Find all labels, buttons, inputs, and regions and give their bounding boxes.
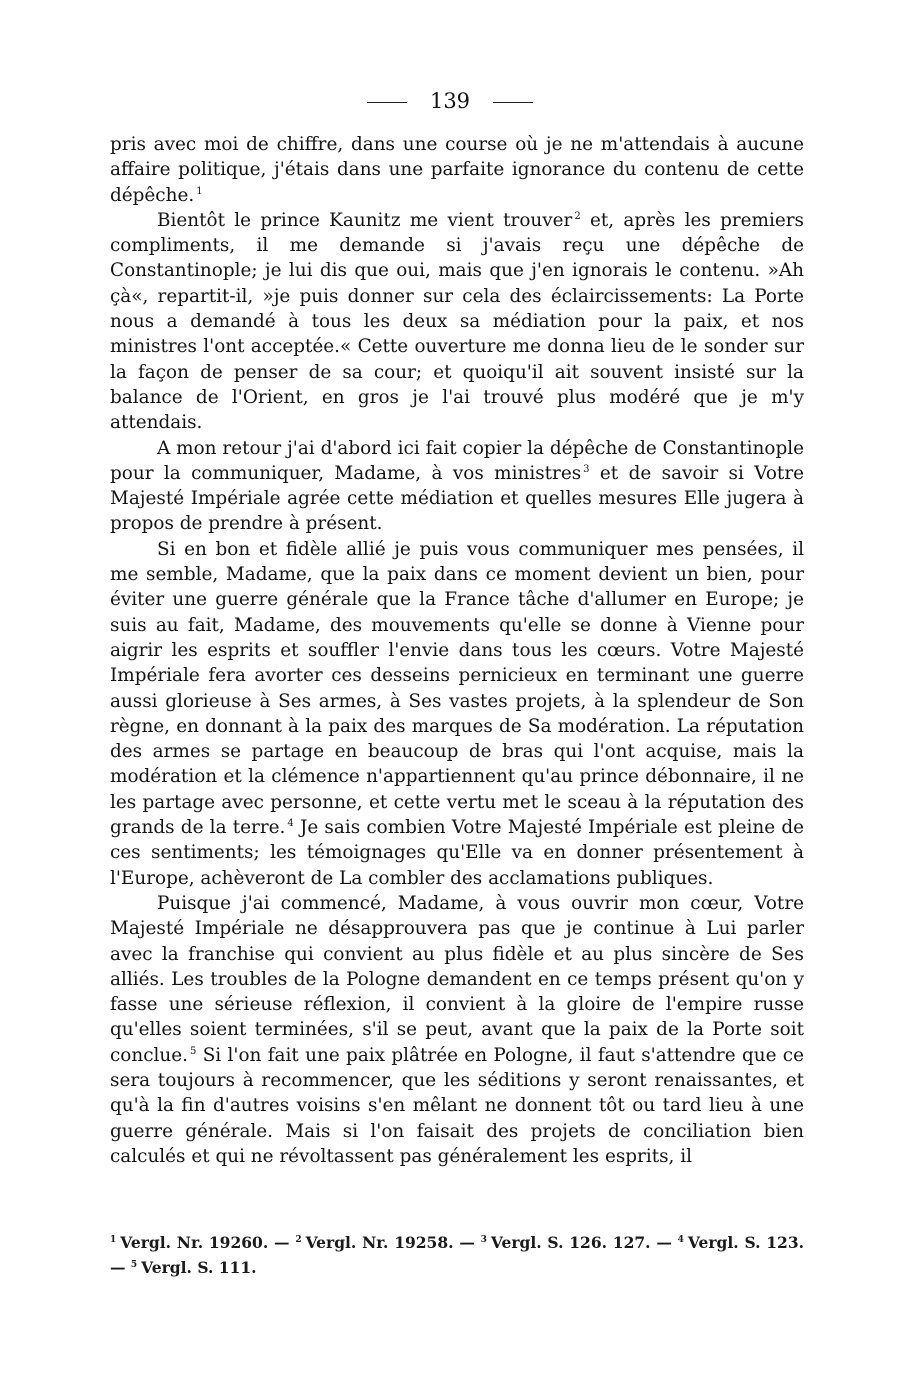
footnote-number: 2 [295,1235,302,1245]
footnote-separator: — [274,1233,290,1252]
footnote-ref: 4 [287,818,294,830]
footnote-separator: — [656,1233,672,1252]
paragraph [110,436,804,537]
footnote-number: 3 [480,1235,487,1245]
paragraph [110,891,804,1169]
footnote-text: Vergl. S. 126. 127. [490,1233,651,1252]
paragraph [110,537,804,891]
paragraph-text: Je sais combien Votre Majesté Impériale est pleine de ces sentiments; les témoignages qu'Elle va en donner présentement à l'Europe, achèveront de La combler des acclamations publiques. [110,817,804,889]
footnote-ref: 5 [189,1045,197,1057]
footnote-ref: 3 [583,463,590,475]
page-header [0,86,900,116]
footnote-number: 1 [110,1235,117,1245]
body-text [110,132,804,1169]
paragraph-text: Puisque j'ai commencé, Madame, à vous ouvrir mon cœur, Votre Majesté Impériale ne désapprouvera pas que je continue à Lui parler avec la franchise qui convient au plus fidèle et au plus sincère de Ses alliés. Les troubles de la Pologne demandent en ce temps présent qu'on y fasse une sérieuse réflexion, il convient à la gloire de l'empire russe qu'elles soient terminées, s'il se peut, avant que la paix de la Porte soit conclue. [110,892,804,1066]
paragraph-text: et, après les premiers compliments, il me demande si j'avais reçu une dépêche de Constantinople; je lui dis que oui, mais que j'en ignorais le contenu. »Ah çà«, repartit-il, »je puis donner sur cela des éclaircissements: La Porte nous a demandé à tous les deux sa médiation pour la paix, et nos ministres l'ont acceptée.« Cette ouverture me donna lieu de le sonder sur la façon de penser de sa cour; et quoiqu'il ait souvent insisté sur la balance de l'Orient, en gros je l'ai trouvé plus modéré que je m'y attendais. [110,209,804,434]
paragraph [110,132,804,208]
footnote-number: 4 [677,1235,684,1245]
paragraph-text: et de savoir si Votre Majesté Impériale agrée cette médiation et quelles mesures Elle jugera à propos de prendre à présent. [110,462,804,535]
footnote-text: Vergl. Nr. 19258. [305,1233,454,1252]
footnote-ref: 1 [196,185,203,197]
footnote-separator: — [459,1233,475,1252]
header-rule-left [367,102,407,103]
page-number: 139 [429,89,471,113]
header-rule-right [493,102,533,103]
paragraph [110,208,804,436]
paragraph-text: Bientôt le prince Kaunitz me vient trouver [157,209,573,231]
footnote-text: Vergl. S. 123. [687,1233,805,1252]
footnote-ref: 2 [574,210,581,222]
paragraph-text: Si en bon et fidèle allié je puis vous communiquer mes pensées, il me semble, Madame, que la paix dans ce moment devient un bien, pour éviter une guerre générale que la France tâche d'allumer en Europe; je suis au fait, Madame, des mouvements qu'elle se donne à Vienne pour aigrir les esprits et souffler l'envie dans tous les cœurs. Votre Majesté Impériale fera avorter ces desseins pernicieux en terminant une guerre aussi glorieuse à Ses armes, à Ses vastes projets, à la splendeur de Son règne, en donnant à la paix des marques de Sa modération. La réputation des armes se partage en beaucoup de bras qui l'ont acquise, mais la modération et la clémence n'appartiennent qu'au prince débonnaire, il ne les partage avec personne, et cette vertu met le sceau à la réputation des grands de la terre. [110,538,804,839]
footnote-text: Vergl. Nr. 19260. [120,1233,269,1252]
footnote-separator: — [110,1258,126,1277]
paragraph-text: Si l'on fait une paix plâtrée en Pologne, il faut s'attendre que ce sera toujours à recommencer, que les séditions y seront renaissantes, et qu'à la fin d'autres voisins s'en mêlant ne donnent tôt ou tard lieu à une guerre générale. Mais si l'on faisait des projets de conciliation bien calculés et qui ne révoltassent pas généralement les esprits, il [110,1044,804,1167]
footnote-text: Vergl. S. 111. [141,1258,257,1277]
paragraph-text: pris avec moi de chiffre, dans une course où je ne m'attendais à aucune affaire politique, j'étais dans une parfaite ignorance du contenu de cette dépêche. [110,134,804,206]
footnotes [110,1230,804,1280]
paragraph-text: A mon retour j'ai d'abord ici fait copier la dépêche de Constantinople pour la communiquer, Madame, à vos ministres [110,437,804,484]
footnote-number: 5 [130,1260,138,1270]
